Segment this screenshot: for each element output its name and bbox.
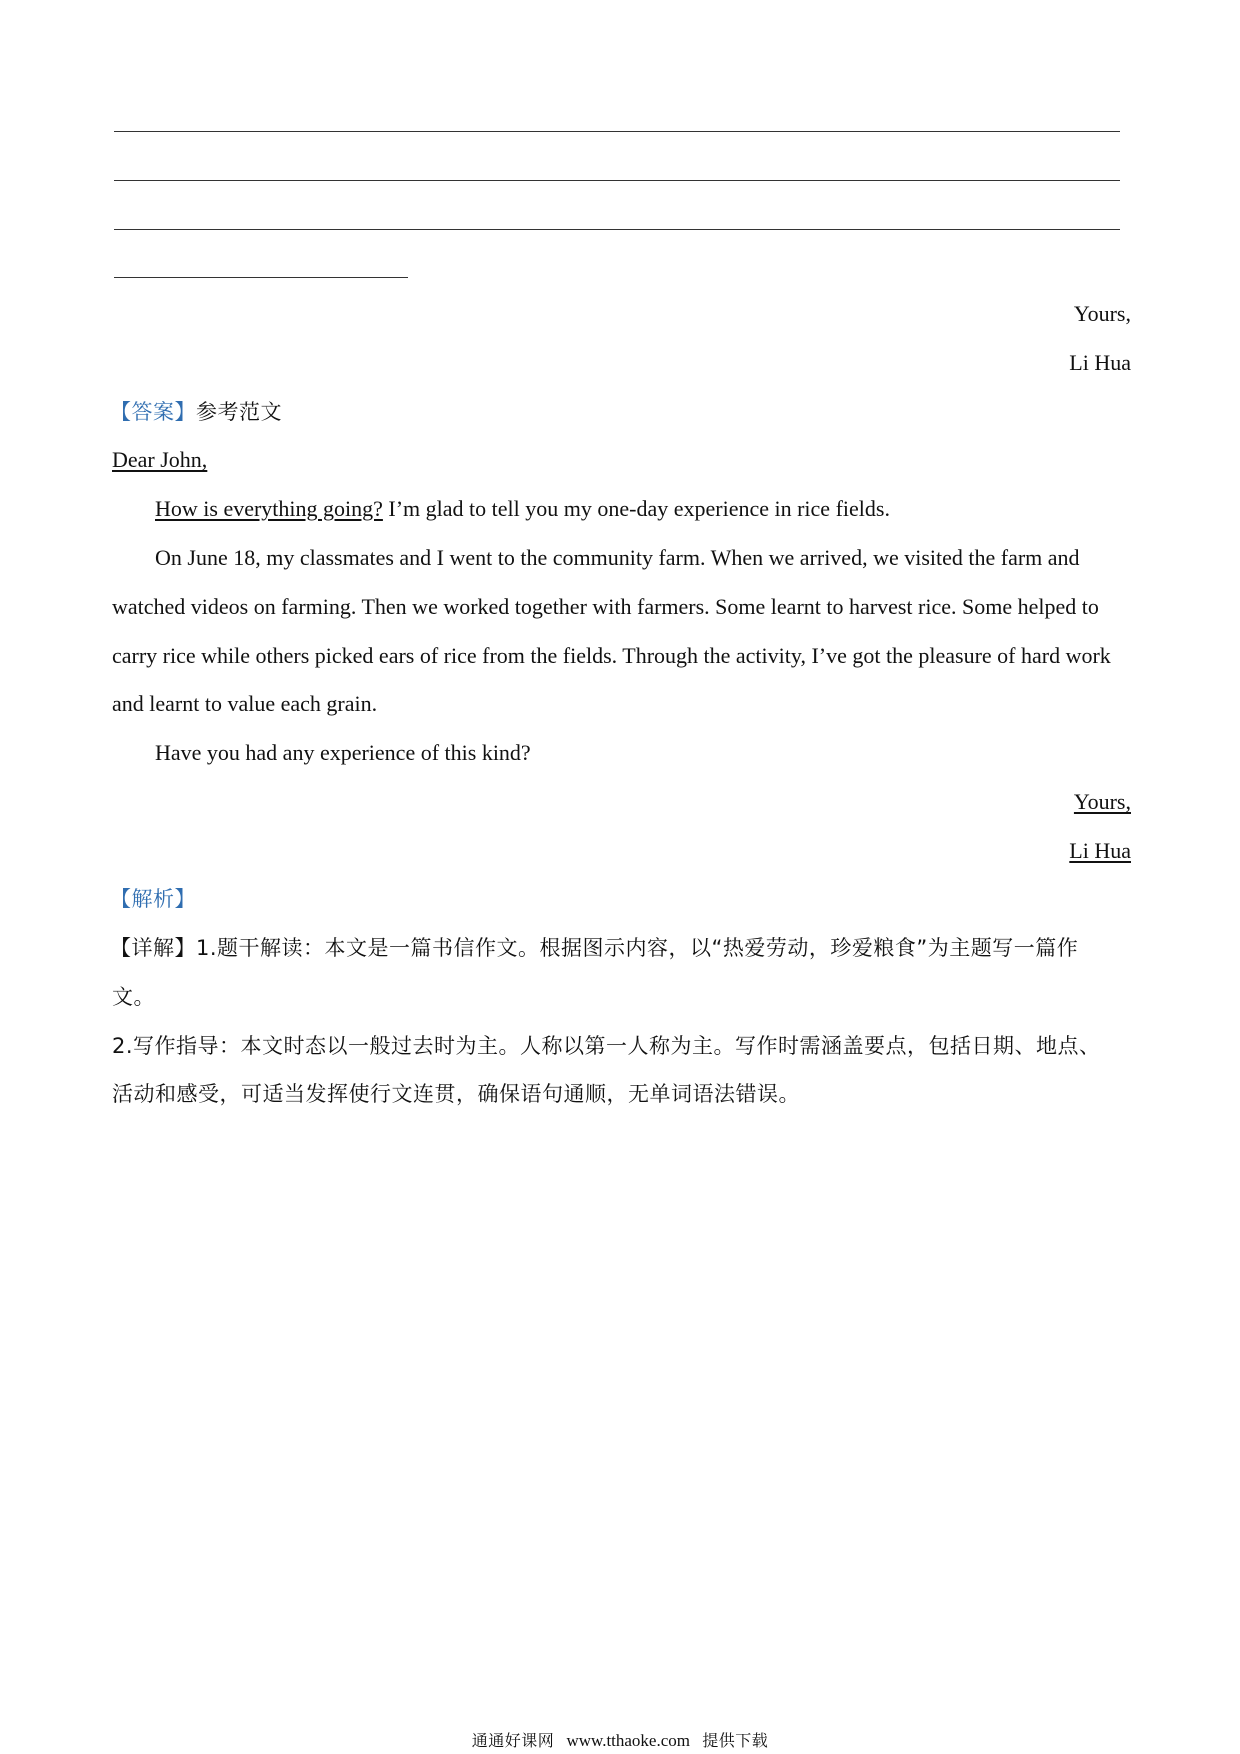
detail-tag: 【详解】: [110, 936, 196, 960]
answer-signature: Li Hua: [1069, 838, 1131, 863]
writing-line-3: [114, 229, 1120, 230]
analysis-line-3: 2.写作指导：本文时态以一般过去时为主。人称以第一人称为主。写作时需涵盖要点，包括日期、地点、: [112, 1034, 1101, 1058]
paragraph-2-line-1: On June 18, my classmates and I went to the community farm. When we arrived, we visited the farm and: [155, 545, 1080, 570]
answer-tag: 【答案】: [110, 400, 196, 424]
footer-suffix: 提供下载: [702, 1731, 769, 1750]
answer-heading: [110, 398, 282, 426]
paragraph-2-line-3: carry rice while others picked ears of rice from the fields. Through the activity, I’ve got the pleasure of hard work: [112, 643, 1111, 668]
footer-site-name: 通通好课网: [471, 1731, 555, 1750]
salutation: Dear John,: [112, 447, 208, 472]
analysis-line-1-text: 1.题干解读：本文是一篇书信作文。根据图示内容，以“热爱劳动，珍爱粮食”为主题写一篇作: [196, 936, 1079, 960]
writing-line-1: [114, 131, 1120, 132]
letter-closing: Yours,: [1073, 301, 1131, 326]
letter-signature: Li Hua: [1069, 350, 1131, 375]
writing-line-2: [114, 180, 1120, 181]
analysis-tag: 【解析】: [110, 887, 196, 911]
paragraph-2-line-4: and learnt to value each grain.: [112, 691, 378, 716]
paragraph-1-text: I’m glad to tell you my one-day experience in rice fields.: [382, 496, 890, 521]
analysis-line-2: 文。: [112, 985, 155, 1009]
page-footer: [0, 1730, 1240, 1752]
paragraph-1: [155, 495, 890, 523]
paragraph-2-line-2: watched videos on farming. Then we worked together with farmers. Some learnt to harvest rice. Some helped to: [112, 594, 1099, 619]
analysis-line-1: [110, 934, 1078, 962]
footer-url[interactable]: www.tthaoke.com: [566, 1731, 691, 1750]
writing-line-4: [114, 277, 408, 278]
opening-question: How is everything going?: [155, 496, 383, 521]
answer-label: 参考范文: [196, 400, 282, 424]
analysis-line-4: 活动和感受，可适当发挥使行文连贯，确保语句通顺，无单词语法错误。: [112, 1082, 800, 1106]
paragraph-3: Have you had any experience of this kind?: [155, 740, 531, 765]
answer-closing: Yours,: [1073, 789, 1131, 814]
